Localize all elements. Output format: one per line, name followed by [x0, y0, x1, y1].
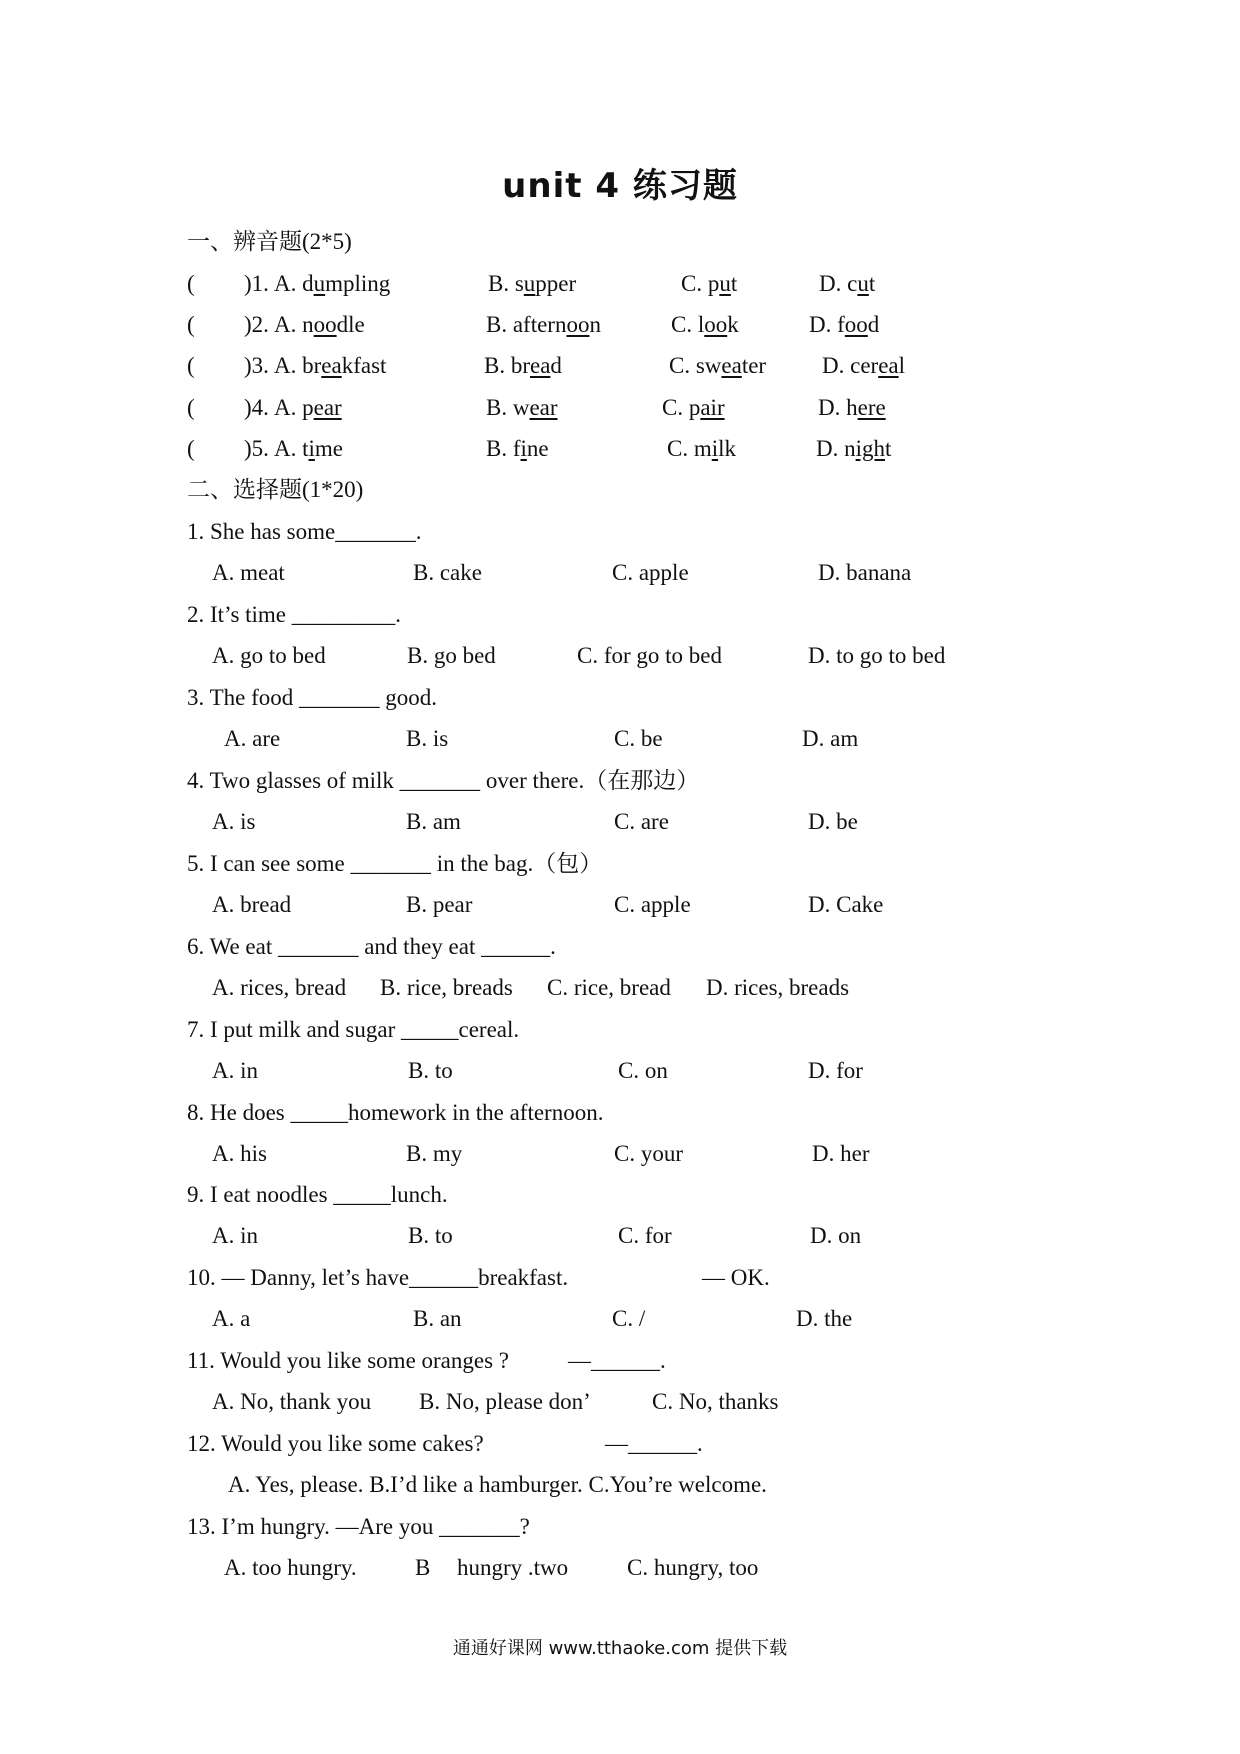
underlined-letters: oo: [704, 312, 728, 337]
choice-option: A. in: [212, 1223, 258, 1248]
option-text: A. t: [274, 436, 309, 461]
choice-option: A. bread: [212, 892, 292, 917]
choice-option: A. Yes, please. B.I’d like a hamburger. C.You’re welcome.: [228, 1472, 767, 1497]
options-line: [0, 1382, 1240, 1422]
options-line: [0, 719, 1240, 759]
question-line: [0, 678, 1240, 718]
options-line: [0, 1548, 1240, 1588]
section-heading: [0, 222, 1240, 262]
choice-option: C. /: [612, 1306, 646, 1331]
choice-option: B. to: [408, 1058, 453, 1083]
phonics-option: [681, 264, 737, 304]
option-text: D. f: [809, 312, 845, 337]
phonics-option: [484, 346, 562, 386]
answer-paren: (: [187, 312, 195, 337]
underlined-letters: ea: [878, 353, 899, 378]
options-line: [0, 1299, 1240, 1339]
question-text: 4. Two glasses of milk _______ over there.（在那边）: [187, 768, 700, 793]
choice-option: A. in: [212, 1058, 258, 1083]
phonics-option: [274, 429, 343, 469]
question-text: 9. I eat noodles _____lunch.: [187, 1182, 448, 1207]
choice-option: C. apple: [612, 560, 689, 585]
choice-option: A. rices, bread: [212, 975, 347, 1000]
phonics-row: [0, 346, 1240, 386]
choice-option: D. be: [808, 809, 858, 834]
question-text: 7. I put milk and sugar _____cereal.: [187, 1017, 520, 1042]
answer-prompt: —______.: [568, 1348, 666, 1373]
underlined-letters: ea: [721, 353, 742, 378]
options-line: [0, 1134, 1240, 1174]
choice-option: C. for go to bed: [577, 643, 723, 668]
underlined-letters: igh: [855, 436, 886, 461]
choice-option: D. banana: [818, 560, 912, 585]
option-text: B. w: [486, 395, 530, 420]
options-line: [0, 885, 1240, 925]
option-text: C. l: [671, 312, 705, 337]
answer-prompt: — OK.: [702, 1265, 770, 1290]
section-heading: [0, 470, 1240, 510]
option-text: A. br: [274, 353, 322, 378]
question-line: [0, 595, 1240, 635]
question-line: [0, 927, 1240, 967]
options-line: [0, 1051, 1240, 1091]
section-heading-text: 二、选择题(1*20): [187, 477, 364, 502]
question-text: 12. Would you like some cakes?: [187, 1431, 484, 1456]
option-text: D. cer: [822, 353, 879, 378]
phonics-option: [818, 388, 886, 428]
phonics-option: [667, 429, 736, 469]
choice-option: A. No, thank you: [212, 1389, 372, 1414]
choice-option: B. cake: [413, 560, 482, 585]
underlined-letters: i: [520, 436, 527, 461]
choice-option: A. go to bed: [212, 643, 326, 668]
phonics-option: [488, 264, 576, 304]
options-line: [0, 1465, 1240, 1505]
choice-option: C. apple: [614, 892, 691, 917]
option-text: ne: [526, 436, 549, 461]
choice-option: B. is: [406, 726, 449, 751]
phonics-row: [0, 264, 1240, 304]
question-line: [0, 1424, 1240, 1464]
option-text: n: [589, 312, 601, 337]
choice-option: C. No, thanks: [652, 1389, 779, 1414]
underlined-letters: u: [719, 271, 731, 296]
choice-option: C. for: [618, 1223, 672, 1248]
option-text: B. br: [484, 353, 530, 378]
phonics-option: [816, 429, 891, 469]
option-text: k: [727, 312, 739, 337]
question-line: [0, 1010, 1240, 1050]
choice-option: B. rice, breads: [380, 975, 513, 1000]
choice-option: D. to go to bed: [808, 643, 946, 668]
phonics-option: [274, 264, 390, 304]
question-line: [0, 512, 1240, 552]
choice-option: B. go bed: [407, 643, 496, 668]
option-text: B. s: [488, 271, 524, 296]
option-text: A. d: [274, 271, 314, 296]
question-text: 3. The food _______ good.: [187, 685, 438, 710]
phonics-option: [274, 346, 386, 386]
phonics-option: [486, 429, 549, 469]
underlined-letters: ea: [321, 353, 342, 378]
choice-option: D. the: [796, 1306, 853, 1331]
answer-paren: (: [187, 353, 195, 378]
underlined-letters: ear: [313, 395, 342, 420]
option-text: kfast: [341, 353, 387, 378]
footer-text: 通通好课网 www.tthaoke.com 提供下载: [452, 1638, 788, 1659]
question-text: 1. She has some_______.: [187, 519, 422, 544]
question-line: [0, 1507, 1240, 1547]
option-text: l: [898, 353, 905, 378]
answer-paren: (: [187, 271, 195, 296]
underlined-letters: u: [313, 271, 326, 296]
question-number: )5.: [244, 436, 269, 461]
phonics-option: [671, 305, 739, 345]
phonics-option: [819, 264, 875, 304]
underlined-letters: ere: [857, 395, 886, 420]
answer-prompt: —______.: [605, 1431, 703, 1456]
choice-option: A. is: [212, 809, 256, 834]
question-number: )1.: [244, 271, 269, 296]
answer-paren: (: [187, 395, 195, 420]
option-text: lk: [718, 436, 737, 461]
choice-option: C. on: [618, 1058, 668, 1083]
choice-option: C. be: [614, 726, 663, 751]
choice-option: B. my: [406, 1141, 463, 1166]
question-text: 10. — Danny, let’s have______breakfast.: [187, 1265, 569, 1290]
phonics-option: [274, 305, 365, 345]
option-text: d: [867, 312, 880, 337]
choice-option: A. too hungry.: [224, 1555, 357, 1580]
option-text: mpling: [325, 271, 391, 296]
question-line: [0, 1341, 1240, 1381]
choice-option: D. her: [812, 1141, 870, 1166]
question-number: )3.: [244, 353, 269, 378]
underlined-letters: air: [700, 395, 725, 420]
option-text: A. p: [274, 395, 314, 420]
option-text: me: [314, 436, 343, 461]
choice-option: C. are: [614, 809, 669, 834]
choice-option: B: [415, 1555, 431, 1580]
question-text: 11. Would you like some oranges ?: [187, 1348, 510, 1373]
option-text: D. c: [819, 271, 858, 296]
option-text: D. h: [818, 395, 858, 420]
choice-option: A. meat: [212, 560, 285, 585]
phonics-option: [274, 388, 342, 428]
phonics-option: [486, 388, 558, 428]
question-text: 8. He does _____homework in the afternoon.: [187, 1100, 604, 1125]
page-title: unit 4 练习题: [502, 166, 738, 206]
underlined-letters: i: [711, 436, 719, 461]
option-text: dle: [336, 312, 365, 337]
option-text: t: [730, 271, 738, 296]
question-line: [0, 1093, 1240, 1133]
phonics-row: [0, 429, 1240, 469]
choice-option: D. Cake: [808, 892, 884, 917]
phonics-option: [486, 305, 601, 345]
options-line: [0, 802, 1240, 842]
choice-option: D. rices, breads: [706, 975, 850, 1000]
choice-option: B. an: [413, 1306, 462, 1331]
choice-option: C. your: [614, 1141, 683, 1166]
choice-option: hungry .two: [457, 1555, 569, 1580]
options-line: [0, 1216, 1240, 1256]
phonics-option: [822, 346, 905, 386]
choice-option: A. his: [212, 1141, 267, 1166]
question-line: [0, 761, 1240, 801]
underlined-letters: oo: [566, 312, 590, 337]
option-text: A. n: [274, 312, 314, 337]
option-text: pper: [535, 271, 577, 296]
question-line: [0, 1258, 1240, 1298]
option-text: t: [885, 436, 892, 461]
choice-option: A. a: [212, 1306, 251, 1331]
options-line: [0, 968, 1240, 1008]
question-text: 2. It’s time _________.: [187, 602, 402, 627]
question-text: 6. We eat _______ and they eat ______.: [187, 934, 556, 959]
choice-option: B. pear: [406, 892, 473, 917]
choice-option: C. rice, bread: [547, 975, 671, 1000]
underlined-letters: ear: [529, 395, 558, 420]
choice-option: D. am: [802, 726, 859, 751]
options-line: [0, 553, 1240, 593]
underlined-letters: u: [857, 271, 869, 296]
option-text: C. sw: [669, 353, 722, 378]
choice-option: C. hungry, too: [627, 1555, 759, 1580]
underlined-letters: oo: [844, 312, 868, 337]
option-text: C. p: [681, 271, 720, 296]
underlined-letters: oo: [313, 312, 337, 337]
choice-option: B. am: [406, 809, 461, 834]
phonics-row: [0, 305, 1240, 345]
question-number: )4.: [244, 395, 269, 420]
choice-option: A. are: [224, 726, 281, 751]
choice-option: D. for: [808, 1058, 863, 1083]
section-heading-text: 一、辨音题(2*5): [187, 229, 352, 254]
answer-paren: (: [187, 436, 195, 461]
underlined-letters: i: [308, 436, 315, 461]
option-text: d: [550, 353, 562, 378]
choice-option: D. on: [810, 1223, 862, 1248]
phonics-option: [809, 305, 879, 345]
option-text: C. m: [667, 436, 712, 461]
underlined-letters: u: [523, 271, 536, 296]
phonics-option: [662, 388, 725, 428]
question-text: 13. I’m hungry. —Are you _______?: [187, 1514, 530, 1539]
option-text: D. n: [816, 436, 856, 461]
option-text: ter: [741, 353, 767, 378]
option-text: B. aftern: [486, 312, 567, 337]
phonics-option: [669, 346, 766, 386]
question-number: )2.: [244, 312, 269, 337]
question-text: 5. I can see some _______ in the bag.（包）: [187, 851, 603, 876]
phonics-row: [0, 388, 1240, 428]
choice-option: B. to: [408, 1223, 453, 1248]
question-line: [0, 1175, 1240, 1215]
option-text: C. p: [662, 395, 701, 420]
option-text: B. f: [486, 436, 521, 461]
question-line: [0, 844, 1240, 884]
option-text: t: [868, 271, 876, 296]
choice-option: B. No, please don’: [419, 1389, 591, 1414]
underlined-letters: ea: [530, 353, 551, 378]
options-line: [0, 636, 1240, 676]
